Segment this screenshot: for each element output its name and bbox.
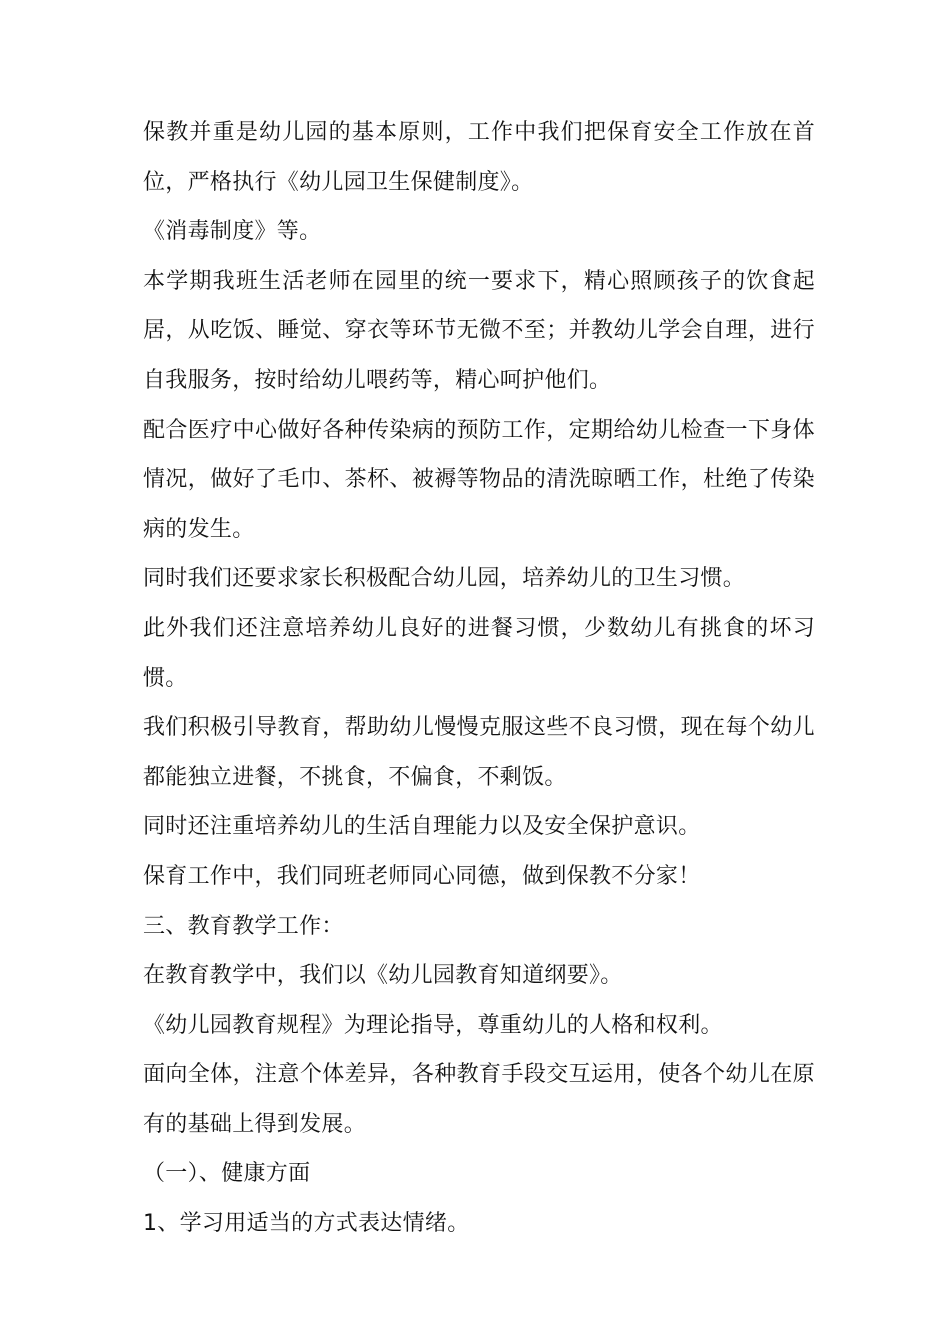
paragraph-4: 配合医疗中心做好各种传染病的预防工作，定期给幼儿检查一下身体情况，做好了毛巾、茶杯、被褥等物品的清洗晾晒工作，杜绝了传染病的发生。 — [143, 417, 815, 542]
paragraph-3: 本学期我班生活老师在园里的统一要求下，精心照顾孩子的饮食起居，从吃饭、睡觉、穿衣等环节无微不至；并教幼儿学会自理，进行自我服务，按时给幼儿喂药等，精心呵护他们。 — [143, 268, 815, 393]
subsection-heading-1: （一）、健康方面 — [143, 1161, 311, 1187]
list-item-1: 1、学习用适当的方式表达情绪。 — [143, 1211, 470, 1237]
paragraph-12: 《幼儿园教育规程》为理论指导，尊重幼儿的人格和权利。 — [143, 1012, 723, 1038]
paragraph-2: 《消毒制度》等。 — [143, 219, 322, 245]
paragraph-1: 保教并重是幼儿园的基本原则，工作中我们把保育安全工作放在首位，严格执行《幼儿园卫生保健制度》。 — [143, 120, 815, 195]
section-heading-3: 三、教育教学工作： — [143, 913, 344, 939]
paragraph-13: 面向全体，注意个体差异，各种教育手段交互运用，使各个幼儿在原有的基础上得到发展。 — [143, 1062, 815, 1137]
document-body — [143, 108, 815, 1249]
paragraph-5: 同时我们还要求家长积极配合幼儿园，培养幼儿的卫生习惯。 — [143, 566, 746, 592]
paragraph-9: 保育工作中，我们同班老师同心同德，做到保教不分家！ — [143, 863, 701, 889]
paragraph-6: 此外我们还注意培养幼儿良好的进餐习惯，少数幼儿有挑食的坏习惯。 — [143, 615, 815, 691]
paragraph-7: 我们积极引导教育，帮助幼儿慢慢克服这些不良习惯，现在每个幼儿都能独立进餐，不挑食，不偏食，不剩饭。 — [143, 715, 815, 790]
paragraph-11: 在教育教学中，我们以《幼儿园教育知道纲要》。 — [143, 963, 623, 989]
paragraph-8: 同时还注重培养幼儿的生活自理能力以及安全保护意识。 — [143, 814, 701, 840]
